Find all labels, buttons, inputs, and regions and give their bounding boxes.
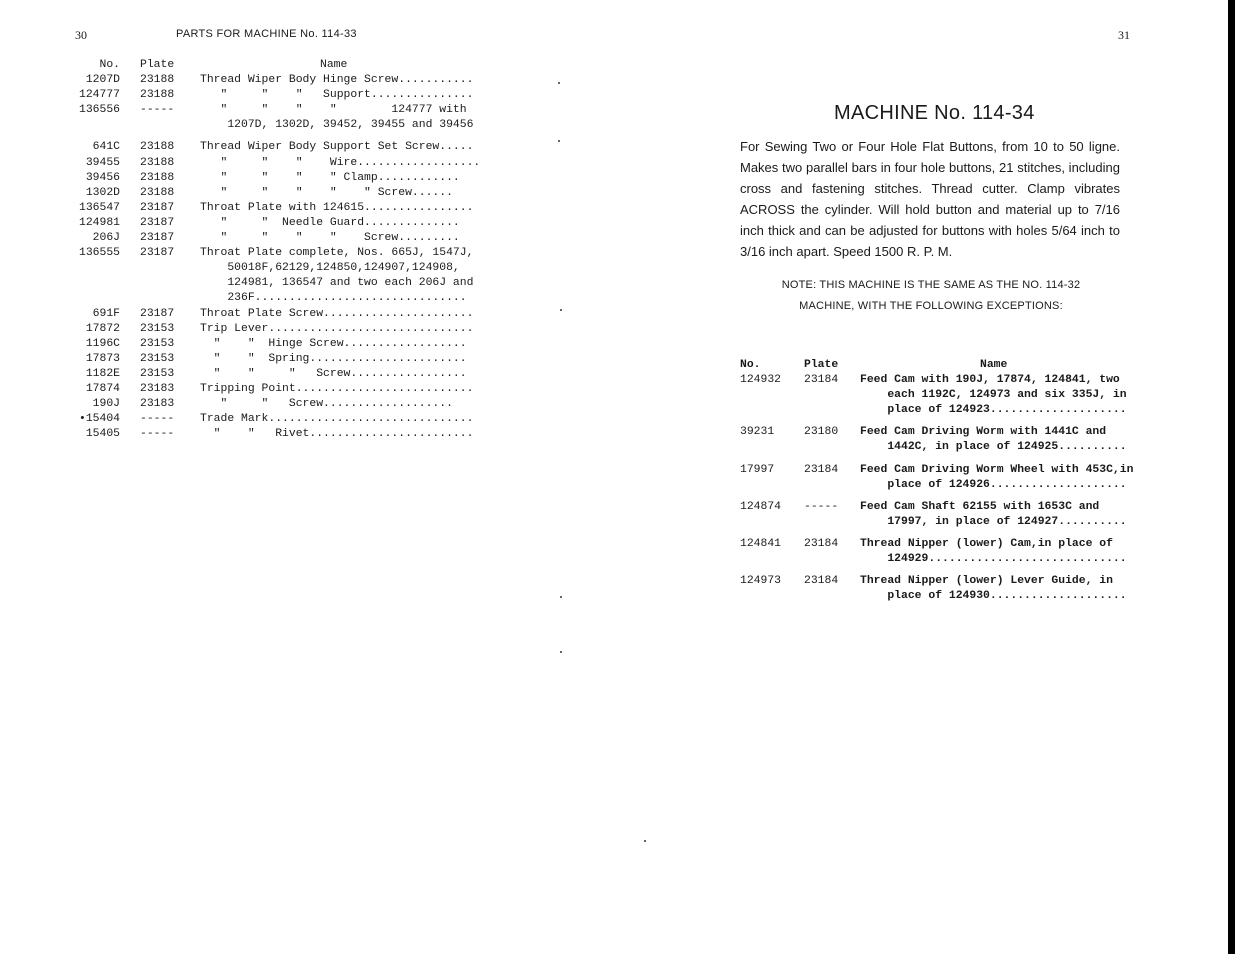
cell-plate: 23184 [804,575,839,588]
table-row [70,156,490,171]
cell-name: Tripping Point.......................... [200,382,474,395]
cell-plate: 23188 [140,156,175,169]
cell-name: Trade Mark.............................. [200,413,474,426]
cell-name: Feed Cam Shaft 62155 with 1653C and [860,500,1100,513]
machine-title: MACHINE No. 114-34 [834,102,1035,124]
cell-no [740,589,796,604]
cell-no: 17874 [85,382,120,395]
table-row [70,397,490,412]
cell-plate: 23153 [140,352,175,365]
scan-speck [644,840,646,842]
table-row [70,261,490,276]
table-row [70,118,490,133]
table-row [70,246,490,261]
cell-no: •15404 [78,413,120,426]
cell-name: " " Spring....................... [200,352,467,365]
cell-plate [796,478,860,493]
cell-name: " " " " Screw......... [200,232,460,245]
cell-plate: 23180 [804,426,839,439]
cell-no [740,388,796,403]
table-row [70,171,490,186]
cell-name: Feed Cam Driving Worm with 1441C and [860,426,1107,439]
cell-plate: 23153 [140,337,175,350]
cell-name: Thread Wiper Body Hinge Screw........... [200,74,474,87]
running-head: PARTS FOR MACHINE No. 114-33 [176,28,357,40]
table-row [70,322,490,337]
cell-plate: 23187 [140,247,175,260]
note-line-2: MACHINE, WITH THE FOLLOWING EXCEPTIONS: [799,300,1063,312]
cell-plate: 23187 [140,307,175,320]
table-row [740,425,1140,440]
cell-no: 39455 [85,156,120,169]
cell-name: place of 124926.................... [860,478,1127,491]
cell-plate [796,589,860,604]
cell-name: " " Screw................... [200,398,453,411]
cell-plate: 23183 [140,382,175,395]
cell-plate [796,552,860,567]
row-gap [70,133,490,140]
cell-no: 206J [92,232,120,245]
cell-name: " " Hinge Screw.................. [200,337,467,350]
table-row [740,574,1140,589]
page-number-left: 30 [75,28,87,42]
page-number-right: 31 [1118,28,1130,42]
gap-cell [70,133,490,140]
cell-no: 136556 [78,104,120,117]
table-row [70,216,490,231]
cell-plate: 23183 [140,398,175,411]
header-plate: Plate [804,359,839,371]
cell-no: 15405 [85,428,120,441]
cell-name: Feed Cam Driving Worm Wheel with 453C,in [860,463,1134,476]
cell-no: 1182E [85,367,120,380]
cell-no: 124874 [740,500,782,513]
cell-plate [796,515,860,530]
scan-speck [558,140,560,142]
scan-speck [560,651,562,653]
cell-no: 39231 [740,426,775,439]
table-row [740,478,1140,493]
table-row [70,231,490,246]
cell-plate: ----- [804,500,839,513]
header-plate: Plate [140,59,175,71]
header-name: Name [320,59,348,71]
table-row [70,103,490,118]
cell-name: 17997, in place of 124927.......... [860,515,1127,528]
cell-name: Thread Wiper Body Support Set Screw..... [200,141,474,154]
cell-plate: ----- [140,413,175,426]
gap-cell [740,418,1140,425]
table-row [70,427,490,442]
cell-no: 39456 [85,171,120,184]
row-gap [740,456,1140,463]
table-row [740,388,1140,403]
table-row [740,552,1140,567]
scan-speck [560,596,562,598]
table-row [740,589,1140,604]
cell-no: 124981 [78,216,120,229]
cell-no: 17872 [85,322,120,335]
gap-cell [740,530,1140,537]
table-row [740,440,1140,455]
table-row [70,73,490,88]
header-no: No. [99,59,120,71]
gap-cell [740,567,1140,574]
cell-name: Thread Nipper (lower) Cam,in place of [860,537,1113,550]
cell-plate: ----- [140,428,175,441]
table-row [740,403,1140,418]
row-gap [740,530,1140,537]
cell-plate [120,261,200,276]
table-row [70,337,490,352]
table-row [740,500,1140,515]
cell-name: 1442C, in place of 124925.......... [860,441,1127,454]
cell-name: " " " " " Screw...... [200,186,453,199]
row-gap [740,493,1140,500]
cell-name: " " " " 124777 with [200,104,467,117]
cell-no: 124932 [740,374,782,387]
page-edge-border [1228,0,1235,954]
cell-name: Throat Plate with 124615................ [200,201,474,214]
cell-plate: 23187 [140,232,175,245]
header-name: Name [980,359,1008,371]
machine-description: For Sewing Two or Four Hole Flat Buttons, from 10 to 50 ligne. Makes two parallel bars in four hole buttons, 21 stitches, including cross and fastening stitches. Thread cutter. Clamp vibrates ACROSS the cylinder. Will hold button and material up to 7/16 inch thick and can be adjusted for buttons with holes 5/64 inch to 3/16 inch apart. Speed 1500 R. P. M. [740,139,1120,259]
cell-no [740,515,796,530]
table-row [70,201,490,216]
cell-no: 136555 [78,247,120,260]
cell-name: Throat Plate complete, Nos. 665J, 1547J, [200,247,474,260]
scan-speck [558,82,560,84]
cell-name: " " Needle Guard.............. [200,216,460,229]
cell-no: 124841 [740,537,782,550]
table-row [740,515,1140,530]
cell-plate: 23184 [804,463,839,476]
cell-name: 124981, 136547 and two each 206J and [200,277,474,290]
cell-plate [120,118,200,133]
cell-name: Feed Cam with 190J, 17874, 124841, two [860,374,1120,387]
cell-no: 1207D [85,74,120,87]
cell-plate: ----- [140,104,175,117]
cell-no [740,440,796,455]
cell-no [70,261,120,276]
cell-plate [120,276,200,291]
cell-plate: 23188 [140,74,175,87]
cell-name: Trip Lever.............................. [200,322,474,335]
cell-name: place of 124923.................... [860,404,1127,417]
cell-name: Throat Plate Screw...................... [200,307,474,320]
cell-plate: 23153 [140,367,175,380]
cell-no: 1196C [85,337,120,350]
cell-no [740,552,796,567]
table-row [70,276,490,291]
cell-plate: 23188 [140,171,175,184]
cell-plate [796,403,860,418]
header-no: No. [740,359,761,371]
table-row [740,537,1140,552]
cell-name: " " Rivet........................ [200,428,474,441]
row-gap [740,567,1140,574]
cell-plate: 23184 [804,537,839,550]
table-row [740,463,1140,478]
table-row [70,367,490,382]
cell-no: 124973 [740,575,782,588]
cell-no: 1302D [85,186,120,199]
cell-name: " " " " Clamp............ [200,171,460,184]
cell-no: 17997 [740,463,775,476]
cell-plate [796,388,860,403]
cell-name: 124929............................. [860,553,1127,566]
column-headers [740,358,1140,373]
table-row [70,352,490,367]
cell-no [740,403,796,418]
cell-no: 190J [92,398,120,411]
cell-name: 1207D, 1302D, 39452, 39455 and 39456 [200,119,474,132]
cell-plate: 23184 [804,374,839,387]
cell-name: 50018F,62129,124850,124907,124908, [200,262,460,275]
cell-plate [120,291,200,306]
column-headers [70,58,490,73]
cell-plate: 23187 [140,216,175,229]
cell-name: Thread Nipper (lower) Lever Guide, in [860,575,1113,588]
note-line-1: NOTE: THIS MACHINE IS THE SAME AS THE NO. 114-32 [781,279,1081,291]
cell-name: each 1192C, 124973 and six 335J, in [860,389,1127,402]
cell-no [70,291,120,306]
cell-no: 17873 [85,352,120,365]
cell-plate: 23188 [140,89,175,102]
table-row [70,186,490,201]
table-row [70,382,490,397]
gap-cell [740,493,1140,500]
cell-plate: 23153 [140,322,175,335]
cell-name: 236F............................... [200,292,467,305]
cell-plate: 23187 [140,201,175,214]
cell-no: 641C [92,141,120,154]
cell-no: 124777 [78,89,120,102]
scan-speck [560,309,562,311]
table-row [70,140,490,155]
cell-name: " " " Wire.................. [200,156,481,169]
cell-name: place of 124930.................... [860,590,1127,603]
cell-plate: 23188 [140,186,175,199]
parts-table-left [70,58,490,442]
cell-no [70,276,120,291]
cell-no: 691F [92,307,120,320]
cell-plate: 23188 [140,141,175,154]
cell-no [70,118,120,133]
table-row [70,412,490,427]
exceptions-note [746,275,1116,317]
cell-name: " " " Support............... [200,89,474,102]
cell-no: 136547 [78,201,120,214]
table-row [70,88,490,103]
table-row [740,373,1140,388]
cell-name: " " " Screw................. [200,367,467,380]
table-row [70,291,490,306]
parts-table-right [740,358,1140,604]
cell-plate [796,440,860,455]
gap-cell [740,456,1140,463]
cell-no [740,478,796,493]
right-page [618,0,1230,954]
table-row [70,307,490,322]
row-gap [740,418,1140,425]
